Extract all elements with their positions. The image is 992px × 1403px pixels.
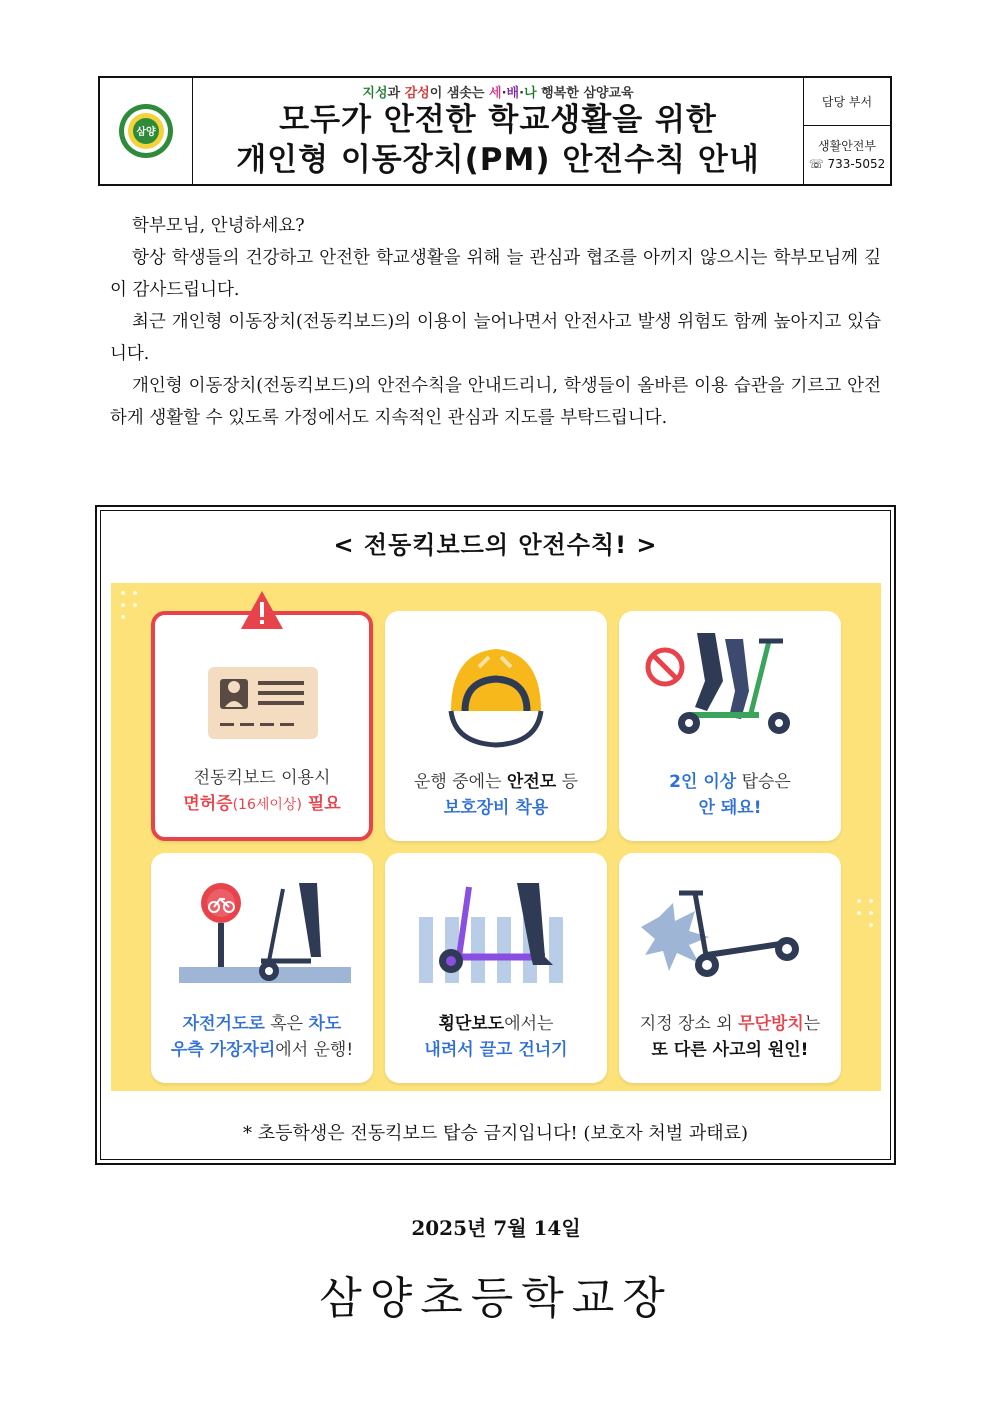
rule-card-license <box>151 611 373 841</box>
caption-text: 운행 중에는 <box>413 772 507 792</box>
caption-text: 우측 가장자리 <box>170 1040 276 1060</box>
helmet-icon <box>385 611 607 761</box>
warning-icon <box>239 589 285 631</box>
rule-card-bike-lane <box>151 853 373 1083</box>
issue-date: 2025년 7월 14일 <box>411 1216 581 1240</box>
title-line-1: 모두가 안전한 학교생활을 위한 <box>279 102 717 138</box>
caption-text: 차도 <box>308 1014 342 1034</box>
dept-label: 담당 부서 <box>804 78 890 126</box>
caption-text: 탑승은 <box>736 772 791 792</box>
safety-inner-border <box>100 510 891 1160</box>
rule-caption <box>385 1011 607 1063</box>
school-principal-signature: 삼양초등학교장 <box>319 1273 673 1324</box>
rule-caption <box>385 769 607 821</box>
greeting-paragraph: 학부모님, 안녕하세요? <box>132 216 305 236</box>
dept-phone: ☏ 733-5052 <box>808 157 886 171</box>
caption-line-1 <box>155 765 369 791</box>
caption-line-2 <box>619 1037 841 1063</box>
request-paragraph: 개인형 이동장치(전동킥보드)의 안전수칙을 안내드리니, 학생들이 올바른 이용 습관을 기르고 안전하게 생활할 수 있도록 가정에서도 지속적인 관심과 지도를 부탁드립니다. <box>110 376 881 428</box>
slogan-part: 이 샘솟는 <box>429 86 490 101</box>
caption-text: 에서는 <box>504 1014 554 1034</box>
slogan <box>362 82 633 100</box>
slogan-part: 세 <box>489 86 502 101</box>
slogan-part: 감성 <box>404 86 430 101</box>
caption-text: 또 다른 사고의 원인! <box>651 1040 809 1060</box>
caption-text: 2인 이상 <box>669 772 737 792</box>
slogan-part: · <box>501 86 507 101</box>
rule-caption <box>619 769 841 821</box>
caption-text: 안 돼요! <box>698 798 762 818</box>
caption-text: 자전거도로 <box>182 1014 265 1034</box>
caption-line-1 <box>151 1011 373 1037</box>
school-emblem-icon <box>117 102 175 160</box>
safety-footnote: * 초등학생은 전동킥보드 탑승 금지입니다! (보호자 처벌 과태료) <box>242 1123 749 1144</box>
title-cell <box>193 78 804 184</box>
caption-text: 무단방치 <box>738 1014 804 1034</box>
safety-infographic <box>111 583 881 1091</box>
rule-card-crosswalk <box>385 853 607 1083</box>
slogan-part: · <box>519 86 525 101</box>
dept-name: 생활안전부 <box>818 139 876 153</box>
letter-body <box>110 210 881 434</box>
crosswalk-icon <box>385 853 607 1003</box>
rule-card-helmet <box>385 611 607 841</box>
dept-info <box>804 126 890 184</box>
safety-rules-box <box>95 505 896 1165</box>
caption-line-2 <box>155 791 369 818</box>
caption-text: 면허증 <box>183 794 233 814</box>
crash-scooter-icon <box>619 853 841 1003</box>
dept-cell <box>804 78 890 184</box>
caption-line-2 <box>385 795 607 821</box>
caption-line-1 <box>619 769 841 795</box>
caption-line-1 <box>385 1011 607 1037</box>
caption-text: 등 <box>556 772 579 792</box>
id-card-icon <box>155 615 369 765</box>
caption-line-2 <box>151 1037 373 1063</box>
slogan-part: 배 <box>506 86 520 101</box>
title-line-2: 개인형 이동장치(PM) 안전수칙 안내 <box>236 142 760 178</box>
rule-card-parking <box>619 853 841 1083</box>
header-table <box>98 76 892 186</box>
caption-text: 혹은 <box>264 1014 309 1034</box>
risk-paragraph: 최근 개인형 이동장치(전동킥보드)의 이용이 늘어나면서 안전사고 발생 위험도 함께 높아지고 있습니다. <box>110 312 881 364</box>
rule-card-single-rider <box>619 611 841 841</box>
caption-line-2 <box>619 795 841 821</box>
caption-text: 보호장비 착용 <box>443 798 549 818</box>
caption-text: 지정 장소 외 <box>639 1014 739 1034</box>
two-riders-scooter-icon <box>619 611 841 761</box>
thanks-paragraph: 항상 학생들의 건강하고 안전한 학교생활을 위해 늘 관심과 협조를 아끼지 않으시는 학부모님께 깊이 감사드립니다. <box>110 248 881 300</box>
safety-title: < 전동킥보드의 안전수칙! > <box>333 531 658 559</box>
caption-text: 내려서 끌고 건너기 <box>424 1040 568 1060</box>
slogan-part: 나 <box>524 86 537 101</box>
caption-text: (16세이상) <box>232 797 302 813</box>
emblem-text: 삼양 <box>136 127 156 138</box>
bike-lane-icon <box>151 853 373 1003</box>
caption-line-1 <box>619 1011 841 1037</box>
caption-text: 는 <box>803 1014 821 1034</box>
caption-text: 안전모 <box>506 772 557 792</box>
rule-caption <box>155 765 369 818</box>
logo-cell <box>100 78 193 184</box>
caption-text: 필요 <box>301 794 341 814</box>
rule-caption <box>151 1011 373 1063</box>
slogan-part: 행복한 삼양교육 <box>536 86 634 101</box>
slogan-part: 과 <box>387 86 405 101</box>
caption-text: 횡단보도 <box>438 1014 505 1034</box>
caption-line-1 <box>385 769 607 795</box>
rule-caption <box>619 1011 841 1063</box>
caption-line-2 <box>385 1037 607 1063</box>
caption-text: 전동킥보드 이용시 <box>193 768 331 788</box>
slogan-part: 지성 <box>362 86 388 101</box>
caption-text: 에서 운행! <box>275 1040 354 1060</box>
